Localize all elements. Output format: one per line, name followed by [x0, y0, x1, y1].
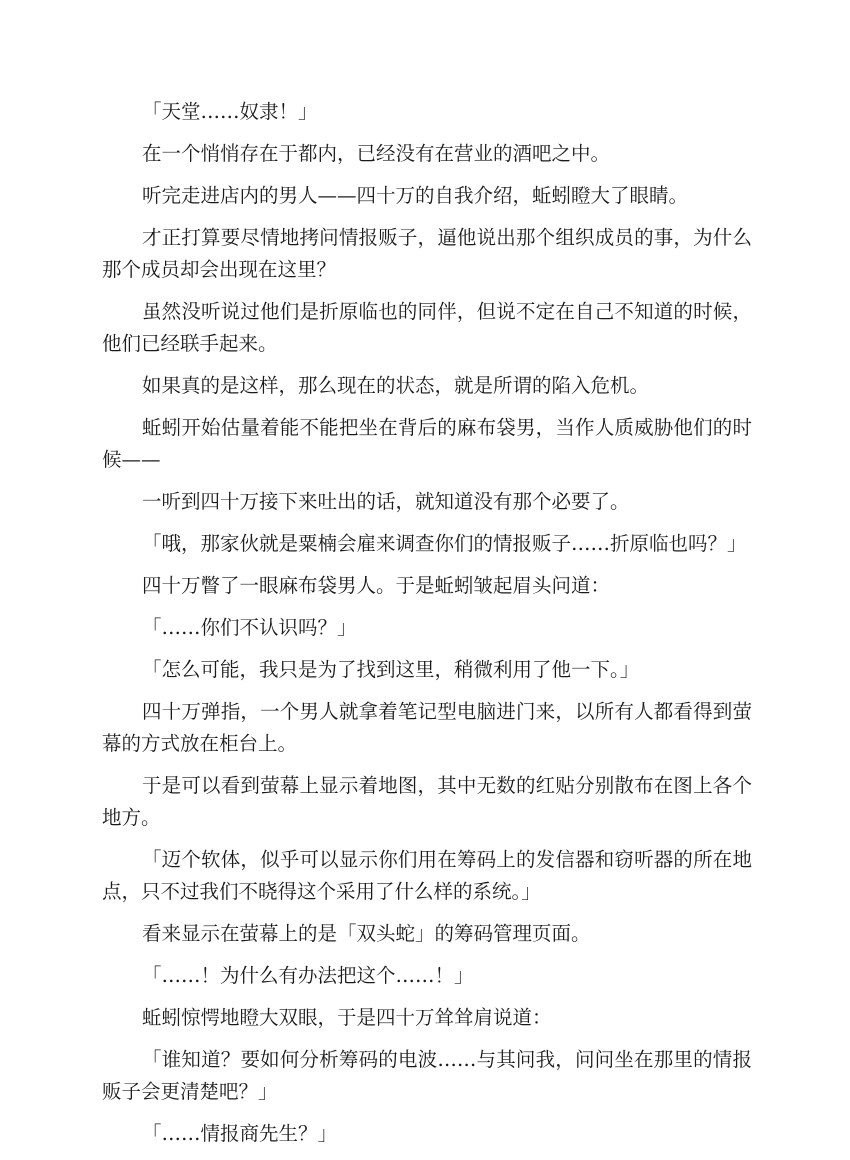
paragraph: 才正打算要尽情地拷问情报贩子，逼他说出那个组织成员的事，为什么那个成员却会出现在这里？	[102, 226, 752, 281]
paragraph: 「怎么可能，我只是为了找到这里，稍微利用了他一下。」	[142, 658, 640, 681]
paragraph: 「……情报商先生？」	[142, 1122, 338, 1145]
paragraph: 于是可以看到萤幕上显示着地图，其中无数的红贴分别散布在图上各个地方。	[102, 774, 752, 829]
paragraph: 「……！为什么有办法把这个……！」	[142, 964, 474, 987]
paragraph: 「谁知道？要如何分析筹码的电波……与其问我，问问坐在那里的情报贩子会更清楚吧？」	[102, 1048, 752, 1103]
paragraph: 看来显示在萤幕上的是「双头蛇」的筹码管理页面。	[142, 922, 591, 945]
paragraph: 如果真的是这样，那么现在的状态，就是所谓的陷入危机。	[142, 374, 650, 397]
paragraph: 一听到四十万接下来吐出的话，就知道没有那个必要了。	[142, 490, 630, 513]
document-page	[102, 96, 752, 1160]
paragraph: 蚯蚓开始估量着能不能把坐在背后的麻布袋男，当作人质威胁他们的时候——	[102, 416, 752, 471]
paragraph: 虽然没听说过他们是折原临也的同伴，但说不定在自己不知道的时候，他们已经联手起来。	[102, 300, 752, 355]
paragraph: 蚯蚓惊愕地瞪大双眼，于是四十万耸耸肩说道：	[142, 1006, 552, 1029]
paragraph: 听完走进店内的男人——四十万的自我介绍，蚯蚓瞪大了眼睛。	[142, 184, 689, 207]
paragraph: 「哦，那家伙就是粟楠会雇来调查你们的情报贩子……折原临也吗？」	[142, 532, 747, 555]
paragraph: 在一个悄悄存在于都内，已经没有在营业的酒吧之中。	[142, 142, 611, 165]
paragraph: 四十万弹指，一个男人就拿着笔记型电脑进门来，以所有人都看得到萤幕的方式放在柜台上。	[102, 700, 752, 755]
paragraph: 四十万瞥了一眼麻布袋男人。于是蚯蚓皱起眉头问道：	[142, 574, 611, 597]
paragraph: 「……你们不认识吗？」	[142, 616, 357, 639]
paragraph: 「天堂……奴隶！」	[142, 100, 318, 123]
paragraph: 「迈个软体，似乎可以显示你们用在筹码上的发信器和窃听器的所在地点，只不过我们不晓得这个采用了什么样的系统。」	[102, 848, 752, 903]
